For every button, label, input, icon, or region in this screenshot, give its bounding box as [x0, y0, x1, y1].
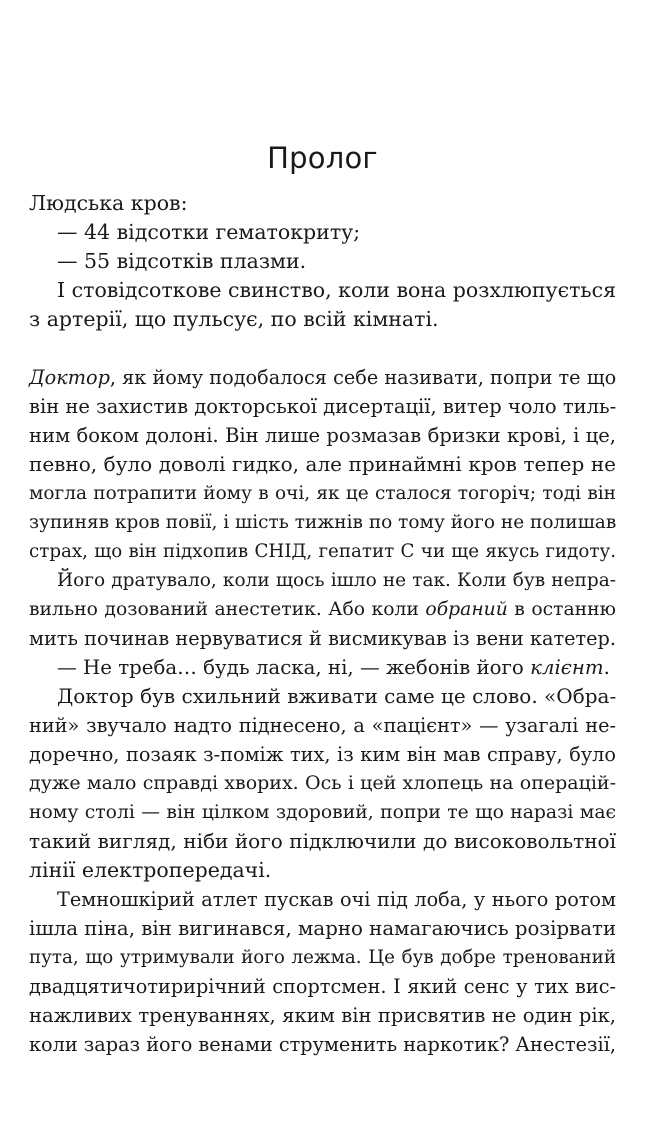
text-line: мить починав нервуватися й висмикував із вени катетер.	[29, 627, 616, 650]
text-line: Доктор був схильний вживати саме це слово. «Обра-	[57, 684, 617, 708]
text-line	[29, 653, 616, 682]
paragraph-gap	[29, 334, 616, 363]
text-line: певно, було доволі гидко, але принаймні кров тепер не	[29, 452, 616, 476]
text-fragment: , як йому подобалося себе називати, попри те що	[109, 366, 617, 389]
text-line: він не захистив докторської дисертації, витер чоло тиль-	[29, 395, 617, 418]
text-line: страх, що він підхопив СНІД, гепатит С чи ще якусь гидоту.	[29, 541, 616, 562]
text-line: лінії електропередачі.	[29, 858, 272, 882]
text-line: з артерії, що пульсує, по всій кімнаті.	[29, 307, 439, 331]
text-line: Його дратувало, коли щось ішло не так. Коли був непра-	[57, 570, 616, 591]
text-line: Темношкірий атлет пускав очі під лоба, у нього ротом	[57, 888, 616, 911]
text-line: нажливих тренуваннях, яким він присвятив не один рік,	[29, 1004, 616, 1027]
text-fragment: клієнт	[530, 656, 604, 679]
text-fragment: обраний	[425, 599, 508, 620]
text-line: пута, що утримували його лежма. Це був добре тренований	[29, 947, 616, 968]
text-line	[29, 363, 616, 392]
book-page	[29, 138, 616, 1059]
text-line: зупиняв кров повії, і шість тижнів по тому його не полишав	[29, 512, 617, 533]
text-line: ішла піна, він вигинався, марно намагаючись розірвати	[29, 917, 617, 940]
text-line: двадцятичотирирічний спортсмен. І який сенс у тих вис-	[29, 975, 616, 998]
text-fragment: — Не треба… будь ласка, ні, — жебонів його	[57, 656, 531, 679]
text-line: доречно, позаяк з-поміж тих, із ким він мав справу, було	[29, 743, 616, 766]
chapter-title: Пролог	[267, 141, 378, 175]
text-line: І стовідсоткове свинство, коли вона розхлюпується	[57, 278, 616, 302]
text-line: дуже мало справді хворих. Ось і цей хлопець на операцій-	[29, 772, 616, 794]
text-line: коли зараз його венами струменить наркотик? Анестезії,	[29, 1033, 616, 1056]
text-line	[29, 595, 616, 624]
text-fragment: вильно дозований анестетик. Або коли	[29, 599, 426, 620]
text-fragment: .	[603, 656, 610, 679]
text-line: такий вигляд, ніби його підключили до високовольтної	[29, 829, 616, 853]
text-line: — 55 відсотків плазми.	[57, 249, 307, 273]
text-fragment: Доктор	[29, 366, 110, 389]
text-line: ний» звучало надто піднесено, а «пацієнт» — узагалі не-	[29, 714, 616, 737]
text-line: могла потрапити йому в очі, як це сталося тогоріч; тоді він	[29, 483, 616, 504]
text-line: Людська кров:	[29, 191, 188, 215]
text-line: ним боком долоні. Він лише розмазав бризки крові, і це,	[29, 424, 616, 447]
text-fragment: в останню	[507, 599, 616, 620]
text-line: ному столі — він цілком здоровий, попри те що наразі має	[29, 802, 616, 823]
text-line: — 44 відсотки гематокриту;	[57, 220, 361, 244]
